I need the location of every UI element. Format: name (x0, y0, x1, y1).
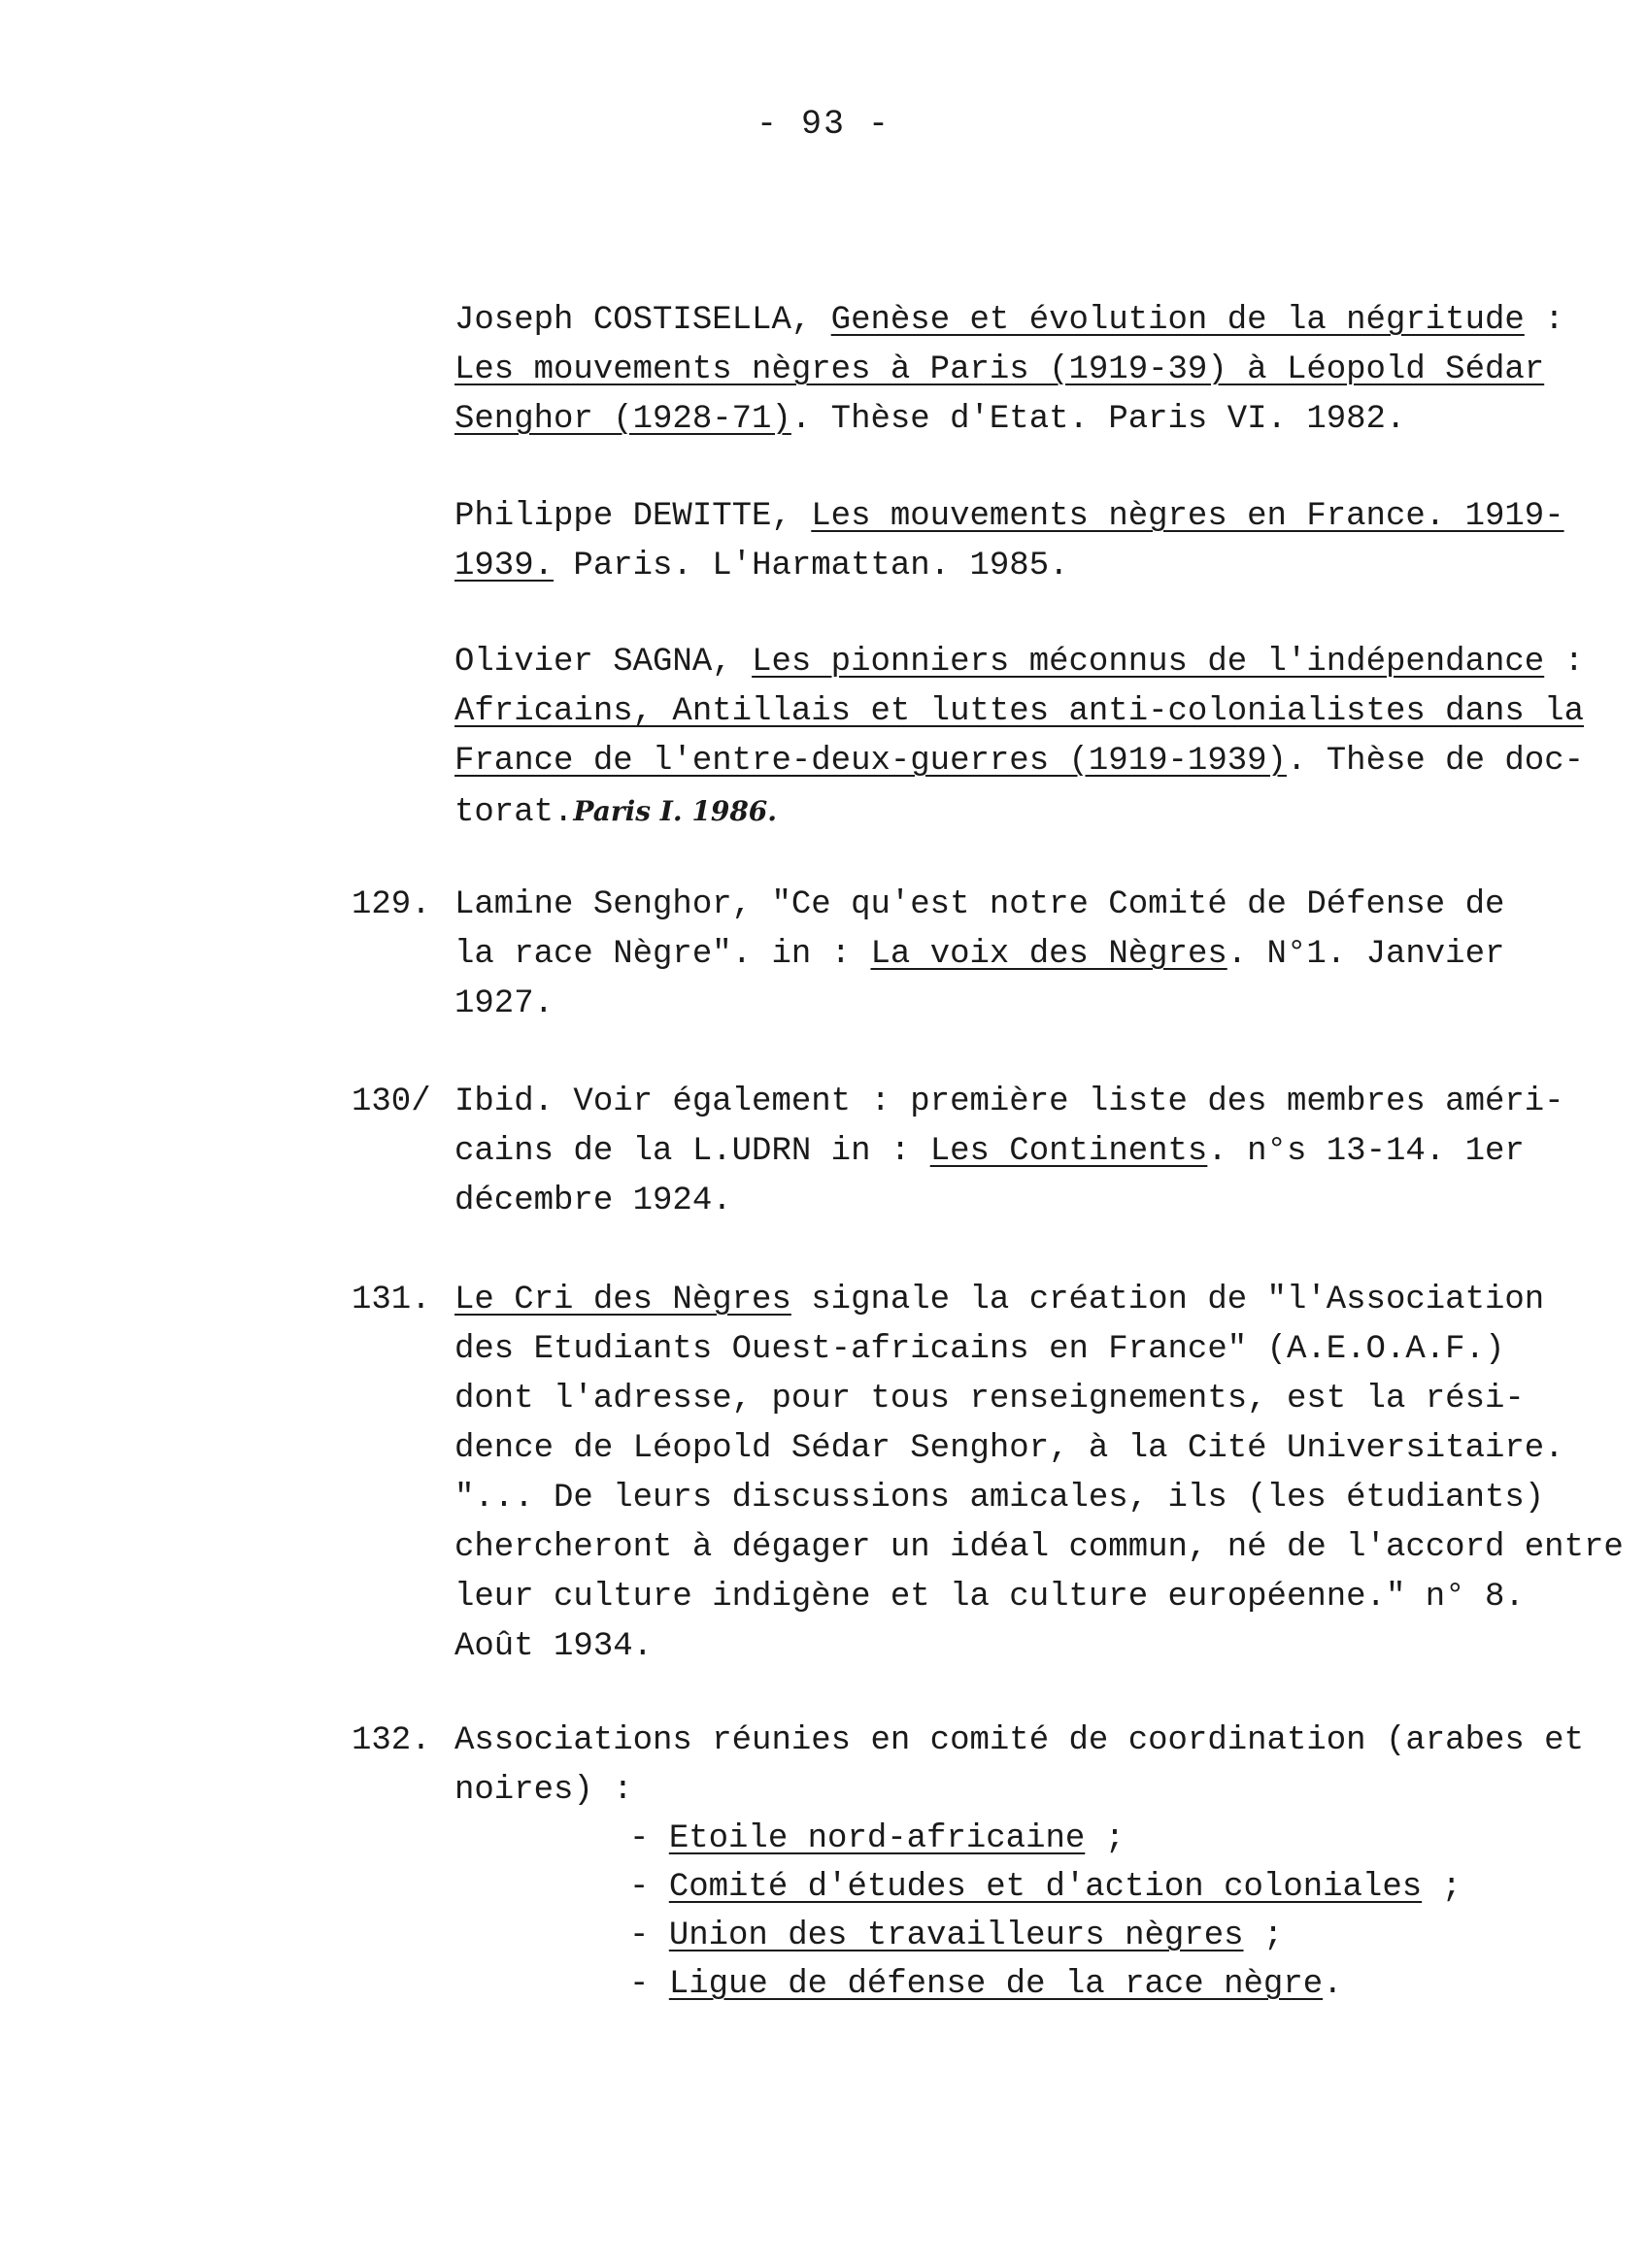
note-text: 1927. (454, 985, 555, 1022)
ref-text: torat. (454, 794, 574, 831)
list-item-end: ; (1422, 1869, 1462, 1906)
list-dash: - (629, 1918, 669, 1954)
list-item-label: Union des travailleurs nègres (668, 1918, 1244, 1954)
note-title: Le Cri des Nègres (454, 1282, 791, 1318)
ref-title: 1939. (454, 548, 555, 584)
note-text: dence de Léopold Sédar Senghor, à la Cité Universitaire. (454, 1430, 1564, 1467)
list-item (629, 1863, 1462, 1913)
ref-author: Philippe DEWITTE, (454, 498, 812, 535)
ref-title: Africains, Antillais et luttes anti-colonialistes dans la (454, 693, 1584, 730)
ref-text: . Thèse de doc- (1286, 743, 1585, 780)
note-130 (454, 1078, 1564, 1226)
list-item-label: Comité d'études et d'action coloniales (668, 1869, 1423, 1906)
list-dash: - (629, 1820, 669, 1857)
note-text: Ibid. Voir également : première liste des membres améri- (454, 1084, 1564, 1120)
list-item (629, 1815, 1125, 1864)
reference-costisella (454, 296, 1564, 445)
list-item (629, 1912, 1283, 1961)
list-dash: - (629, 1869, 669, 1906)
note-number-131: 131. (352, 1282, 431, 1318)
ref-text: : (1524, 302, 1564, 339)
note-text: signale la création de "l'Association (790, 1282, 1545, 1318)
list-item-end: ; (1243, 1918, 1284, 1954)
ref-author: Olivier SAGNA, (454, 644, 753, 681)
list-item-end: ; (1085, 1820, 1126, 1857)
note-number-132: 132. (352, 1722, 431, 1759)
note-text: des Etudiants Ouest-africains en France" (A.E.O.A.F.) (454, 1331, 1505, 1368)
note-number-130: 130/ (352, 1084, 431, 1120)
list-dash: - (629, 1966, 669, 2003)
note-title: La voix des Nègres (870, 936, 1227, 973)
note-text: cains de la L.UDRN in : (454, 1133, 930, 1170)
ref-title: Les mouvements nègres à Paris (1919-39) à Léopold Sédar (454, 351, 1545, 388)
list-item-label: Etoile nord-africaine (668, 1820, 1086, 1857)
note-132 (454, 1717, 1584, 1816)
note-text: Août 1934. (454, 1628, 654, 1665)
list-item (629, 1960, 1343, 2010)
ref-title: Les mouvements nègres en France. 1919- (811, 498, 1564, 535)
reference-sagna (454, 638, 1584, 838)
ref-author: Joseph COSTISELLA, (454, 302, 831, 339)
note-text: noires) : (454, 1772, 633, 1809)
list-item-end: . (1323, 1966, 1343, 2003)
note-text: décembre 1924. (454, 1183, 732, 1219)
ref-title: Genèse et évolution de la négritude (830, 302, 1525, 339)
ref-text: Paris. L'Harmattan. 1985. (554, 548, 1069, 584)
note-text: dont l'adresse, pour tous renseignements, est la rési- (454, 1381, 1525, 1418)
ref-title: France de l'entre-deux-guerres (1919-1939) (454, 743, 1287, 780)
note-text: chercheront à dégager un idéal commun, né de l'accord entre (454, 1529, 1624, 1566)
note-text: Lamine Senghor, "Ce qu'est notre Comité de Défense de (454, 886, 1505, 923)
ref-title: Les pionniers méconnus de l'indépendance (752, 644, 1545, 681)
note-text: . N°1. Janvier (1227, 936, 1505, 973)
page-number: - 93 - (756, 105, 891, 144)
note-text: "... De leurs discussions amicales, ils (les étudiants) (454, 1480, 1545, 1517)
reference-dewitte (454, 492, 1564, 591)
ref-title: Senghor (1928-71) (454, 401, 791, 438)
note-text: Associations réunies en comité de coordination (arabes et (454, 1722, 1584, 1759)
note-text: . n°s 13-14. 1er (1207, 1133, 1525, 1170)
note-title: Les Continents (929, 1133, 1208, 1170)
handwritten-annotation: Paris I. 1986. (573, 795, 778, 827)
note-129 (454, 881, 1504, 1029)
note-text: leur culture indigène et la culture européenne." n° 8. (454, 1579, 1525, 1616)
ref-text: : (1544, 644, 1585, 681)
note-131 (454, 1276, 1624, 1672)
list-item-label: Ligue de défense de la race nègre (668, 1966, 1324, 2003)
note-text: la race Nègre". in : (454, 936, 871, 973)
ref-text: . Thèse d'Etat. Paris VI. 1982. (790, 401, 1406, 438)
note-number-129: 129. (352, 886, 431, 923)
